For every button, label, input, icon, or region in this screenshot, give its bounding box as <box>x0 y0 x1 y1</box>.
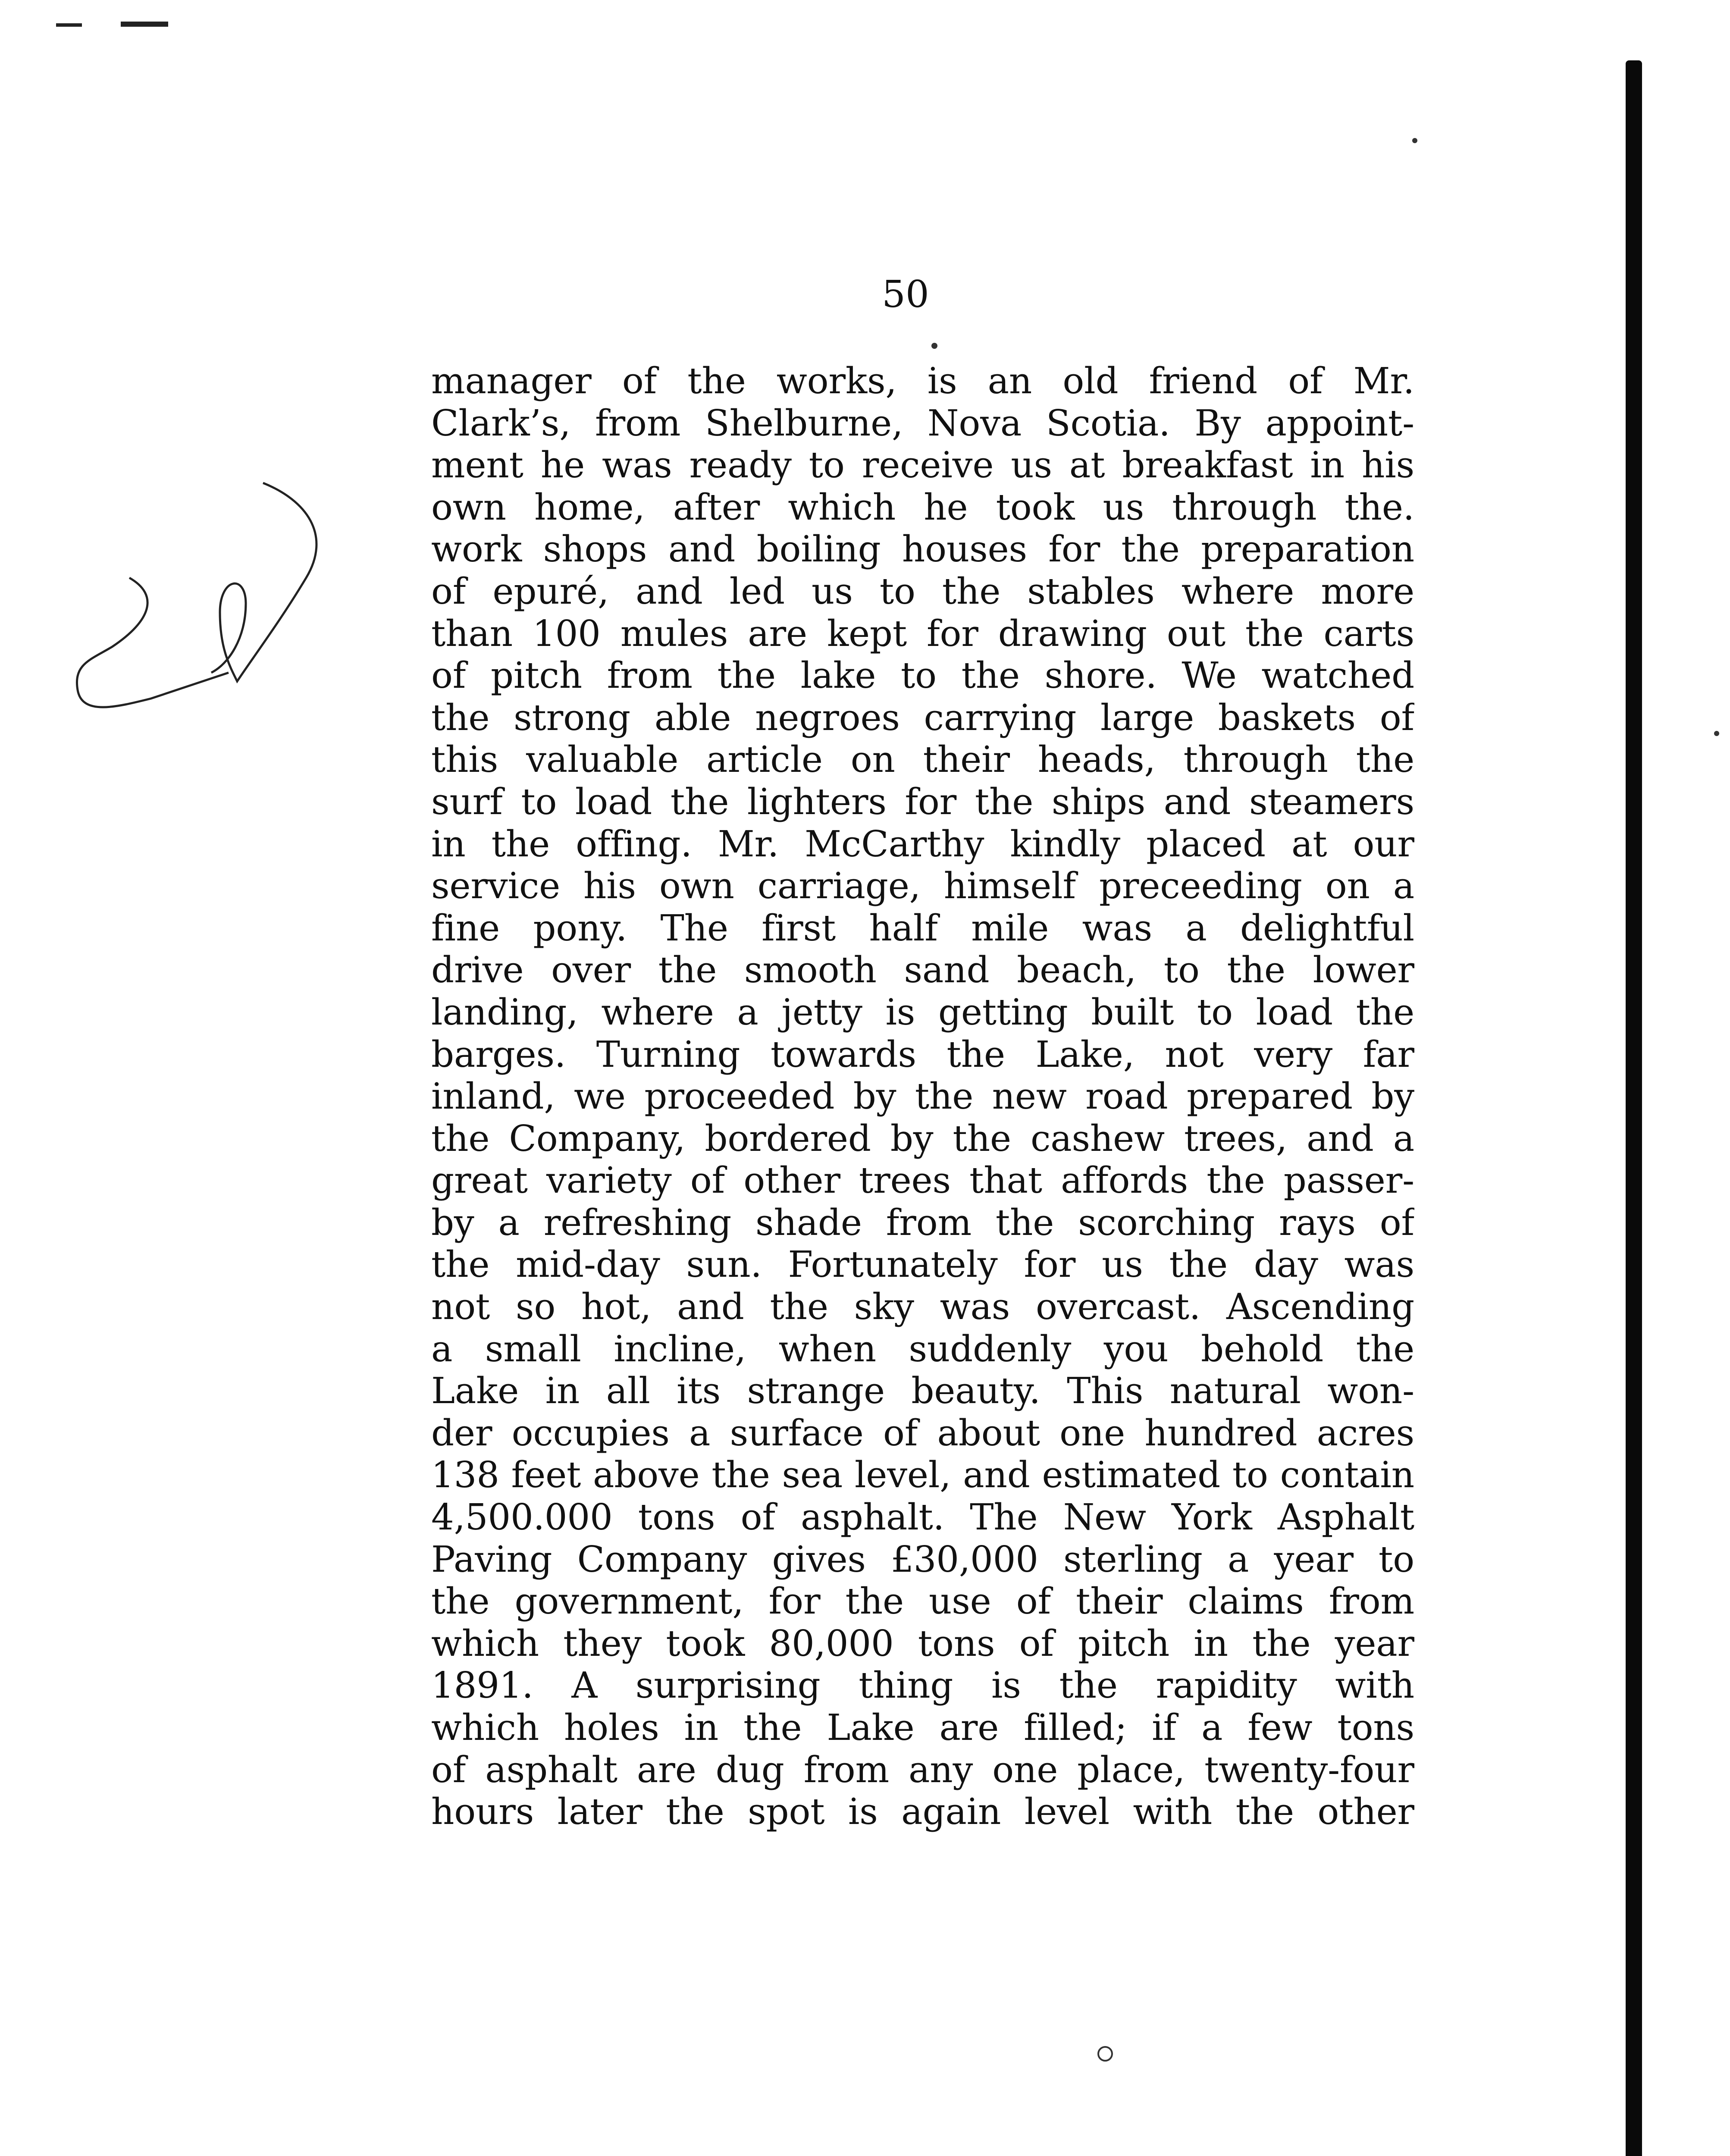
text-line: the government, for the use of their claims from <box>431 1580 1414 1623</box>
text-line: of epuré, and led us to the stables where more <box>431 570 1414 612</box>
speck <box>1412 138 1417 143</box>
ink-smudge <box>56 17 177 34</box>
speck <box>1714 731 1719 736</box>
text-line: in the offing. Mr. McCarthy kindly placed at our <box>431 823 1414 865</box>
text-line: this valuable article on their heads, through the <box>431 739 1414 781</box>
text-line: work shops and boiling houses for the preparation <box>431 528 1414 570</box>
text-line: 1891. A surprising thing is the rapidity with <box>431 1664 1414 1707</box>
text-line: Clark’s, from Shelburne, Nova Scotia. By appoint- <box>431 402 1414 444</box>
text-line: drive over the smooth sand beach, to the lower <box>431 949 1414 991</box>
text-line: not so hot, and the sky was overcast. Ascending <box>431 1286 1414 1328</box>
text-line: of pitch from the lake to the shore. We watched <box>431 655 1414 697</box>
body-text <box>431 360 1414 1833</box>
text-line: 4,500.000 tons of asphalt. The New York Asphalt <box>431 1496 1414 1539</box>
text-line: a small incline, when suddenly you behold the <box>431 1328 1414 1370</box>
page-number: 50 <box>882 273 929 316</box>
text-line: ment he was ready to receive us at breakfast in his <box>431 444 1414 486</box>
text-line: 138 feet above the sea level, and estimated to contain <box>431 1454 1414 1496</box>
text-line: own home, after which he took us through the. <box>431 486 1414 528</box>
text-line: hours later the spot is again level with the other <box>431 1791 1414 1833</box>
text-line: by a refreshing shade from the scorching rays of <box>431 1201 1414 1244</box>
pen-scribble <box>65 466 349 724</box>
text-line: than 100 mules are kept for drawing out the carts <box>431 612 1414 655</box>
text-line: manager of the works, is an old friend of Mr. <box>431 360 1414 402</box>
text-line: Lake in all its strange beauty. This natural won- <box>431 1370 1414 1412</box>
text-line: Paving Company gives £30,000 sterling a year to <box>431 1538 1414 1580</box>
speck <box>1097 2046 1113 2062</box>
text-line: the mid-day sun. Fortunately for us the day was <box>431 1244 1414 1286</box>
text-line: landing, where a jetty is getting built to load the <box>431 991 1414 1033</box>
text-line: barges. Turning towards the Lake, not very far <box>431 1033 1414 1075</box>
text-line: surf to load the lighters for the ships and steamers <box>431 780 1414 823</box>
text-line: great variety of other trees that affords the passer- <box>431 1159 1414 1202</box>
speck <box>931 343 937 349</box>
text-line: the strong able negroes carrying large baskets of <box>431 696 1414 739</box>
text-line: of asphalt are dug from any one place, twenty-four <box>431 1749 1414 1791</box>
text-line: inland, we proceeded by the new road prepared by <box>431 1075 1414 1118</box>
text-line: which holes in the Lake are filled; if a few tons <box>431 1707 1414 1749</box>
text-line: which they took 80,000 tons of pitch in the year <box>431 1622 1414 1664</box>
text-line: fine pony. The first half mile was a delightful <box>431 907 1414 949</box>
text-line: the Company, bordered by the cashew trees, and a <box>431 1117 1414 1159</box>
text-line: der occupies a surface of about one hundred acres <box>431 1412 1414 1454</box>
text-line: service his own carriage, himself preceeding on a <box>431 865 1414 907</box>
binding-edge <box>1626 60 1642 2156</box>
